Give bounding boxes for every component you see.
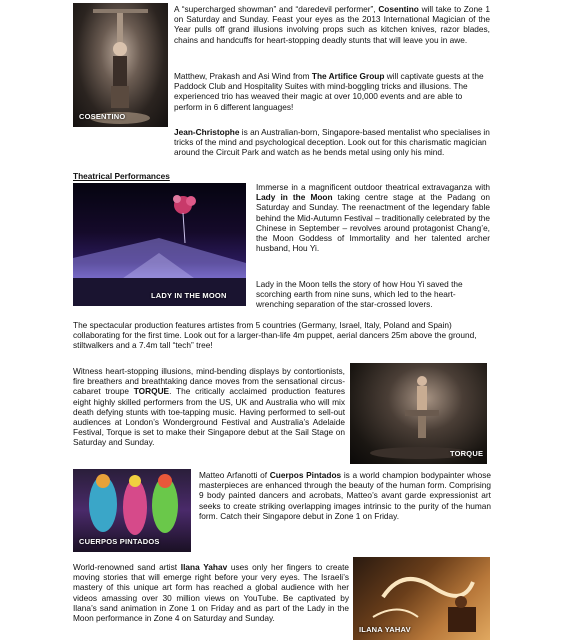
jean-christophe-paragraph — [174, 127, 490, 158]
moon-stage-icon — [73, 183, 246, 306]
lady-in-the-moon-paragraph — [256, 182, 490, 253]
artifice-name: The Artifice Group — [311, 71, 385, 81]
torque-paragraph — [73, 366, 345, 448]
torque-name: TORQUE — [133, 386, 170, 397]
cosentino-paragraph — [174, 4, 490, 45]
ilana-yahav-paragraph — [73, 562, 349, 623]
jean-christophe-text: is an Australian-born, Singapore-based mentalist who specialises in tricks of the mind and psychological deception. Look out for this charismatic magician around the Circuit Park and watch as he bends metal using only his mind. — [174, 127, 490, 158]
cosentino-text-2: will take to Zone 1 on Saturday and Sunday. Feast your eyes as the 2013 International Magician of the Year pulls off grand illusions involving props such as kitchen knives, razor blades, chains and handcuffs for heart-stopping deadly stunts that will leave you in awe. — [174, 4, 490, 45]
cuerpos-name: Cuerpos Pintados — [269, 470, 342, 480]
artifice-text-2: will captivate guests at the Paddock Club and Hospitality Suites with mind-boggling tricks and illusions. The experienced trio has weaved their magic at over 10,000 events and are able to perform in 6 different languages! — [174, 71, 484, 112]
lady-in-the-moon-photo — [73, 183, 246, 306]
lady-name: Lady in the Moon — [256, 192, 333, 203]
cosentino-name: Cosentino — [378, 4, 419, 14]
ilana-name: Ilana Yahav — [180, 562, 228, 572]
ilana-yahav-photo — [353, 557, 490, 640]
performer-figure-icon — [73, 3, 168, 127]
cosentino-photo — [73, 3, 168, 127]
artifice-text-1: Matthew, Prakash and Asi Wind from — [174, 71, 312, 81]
lady-in-the-moon-caption: LADY IN THE MOON — [151, 290, 227, 300]
jean-christophe-name: Jean-Christophe — [174, 127, 240, 137]
ilana-text-2: uses only her fingers to create moving stories that will emerge right before your very eyes. The Israeli’s mastery of this unique art form has reached a global audience with her videos amassing over 30 million views on YouTube. Be captivated by Ilana’s sand animation in Zone 1 on Friday and as part of the Lady in the Moon performance in Zone 4 on Saturday and Sunday. — [73, 562, 349, 624]
cosentino-text-1: A “supercharged showman” and “daredevil performer”, — [174, 4, 379, 14]
ilana-yahav-caption: ILANA YAHAV — [359, 624, 411, 634]
torque-caption: TORQUE — [450, 448, 484, 458]
production-paragraph: The spectacular production features artistes from 5 countries (Germany, Israel, Italy, Poland and Spain) collaborating for the first time. Look out for a larger-than-life 4m puppet, aerial dancers 25m above the ground, stiltwalkers and a 7.4m tall “tech” tree! — [73, 320, 477, 351]
cosentino-caption: COSENTINO — [79, 111, 126, 121]
lady-text-1: Immerse in a magnificent outdoor theatrical extravaganza with — [256, 182, 490, 192]
torque-text-1: Witness heart-stopping illusions, mind-bending displays by contortionists, fire breathers and breathtaking dance moves from the sensational circus-cabaret troupe — [73, 366, 345, 397]
cuerpos-pintados-photo — [73, 469, 191, 552]
cuerpos-text-2: is a world champion bodypainter whose masterpieces are enhanced through the beauty of the human form. Comprising 9 body painted dancers and acrobats, Matteo’s avant garde expressionist art seeks to create striking overlapping images intrinsic to the purity of the human form. Catch their Singapore debut in Zone 1 on Friday. — [199, 470, 491, 521]
cuerpos-pintados-caption: CUERPOS PINTADOS — [79, 536, 160, 546]
lady-text-2: taking centre stage at the Padang on Saturday and Sunday. The reenactment of the legendary fable behind the Mid-Autumn Festival – traditionally celebrated by the Chinese in September – revolves around protagonist Chang’e, the Moon Goddess of Immortality and her talented archer husband, Hou Yi. — [256, 192, 490, 254]
cuerpos-text-1: Matteo Arfanotti of — [199, 470, 270, 480]
torque-photo — [350, 363, 487, 464]
ilana-text-1: World-renowned sand artist — [73, 562, 181, 572]
cuerpos-pintados-paragraph — [199, 470, 491, 521]
artifice-paragraph — [174, 71, 490, 112]
torque-text-2: . The critically acclaimed production features eight highly skilled performers from the US, UK and Australia who will mix death defying stunts with toe-tapping music. Having performed to sell-out audiences at London’s Wonderground Festival and Australia’s Adelaide Festival, Torque is set to make their Singapore debut at the Sail Stage on Saturday and Sunday. — [73, 386, 345, 448]
lady-in-the-moon-story-paragraph: Lady in the Moon tells the story of how Hou Yi saved the scorching earth from nine suns, which led to the heart-wrenching separation of the star-crossed lovers. — [256, 279, 463, 310]
theatrical-performances-heading: Theatrical Performances — [73, 171, 170, 181]
